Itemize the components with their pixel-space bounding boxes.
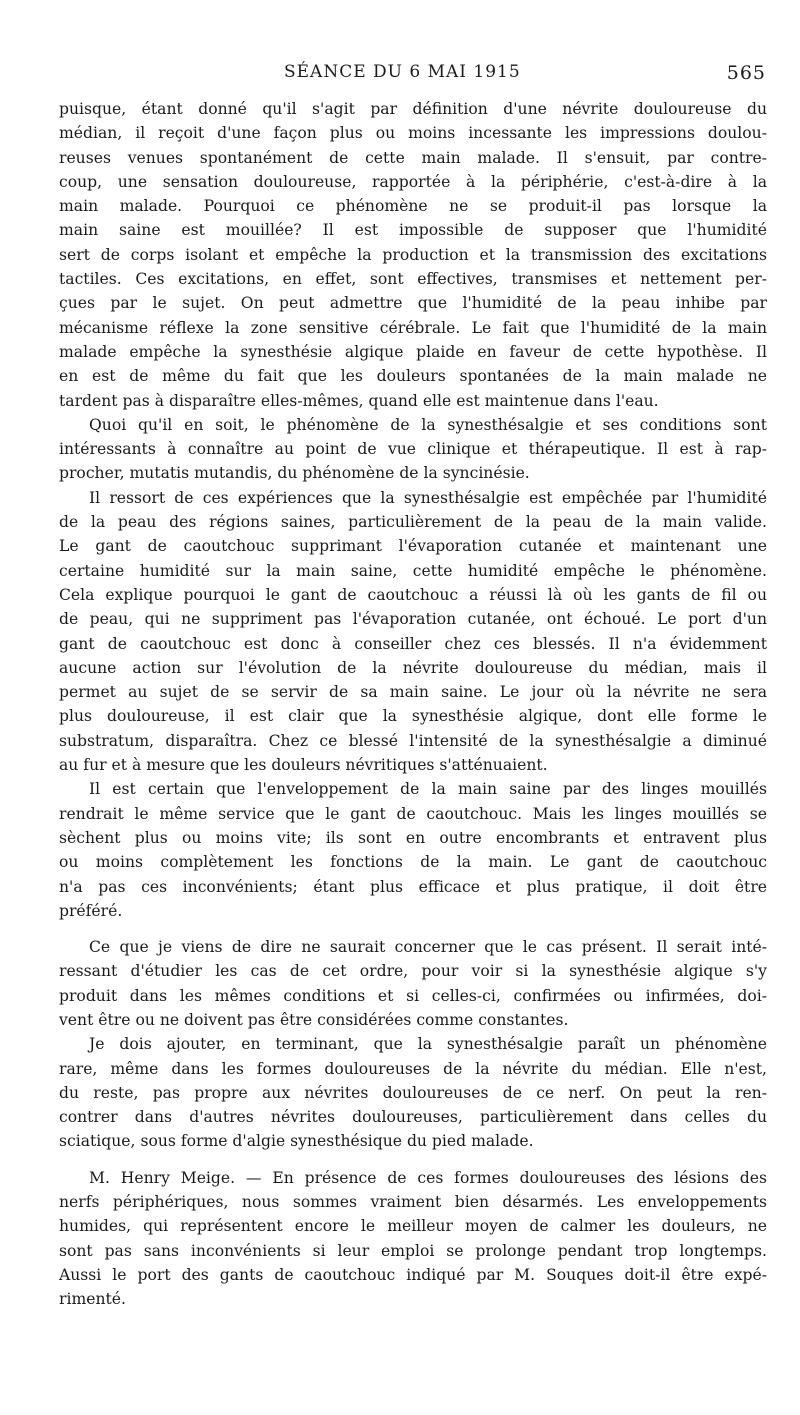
text-line: substratum, disparaîtra. Chez ce blessé l'intensité de la synesthésalgie a diminué — [59, 731, 767, 750]
text-line: Quoi qu'il en soit, le phénomène de la synesthésalgie et ses conditions sont — [89, 415, 767, 434]
text-line: du reste, pas propre aux névrites douloureuses de ce nerf. On peut la ren- — [59, 1083, 767, 1102]
text-line: çues par le sujet. On peut admettre que l'humidité de la peau inhibe par — [59, 294, 767, 313]
text-line: sciatique, sous forme d'algie synesthésique du pied malade. — [59, 1132, 534, 1151]
text-line: malade empêche la synesthésie algique plaide en faveur de cette hypothèse. Il — [59, 342, 767, 361]
text-line: produit dans les mêmes conditions et si celles-ci, confirmées ou infirmées, doi- — [59, 986, 767, 1005]
text-line: Je dois ajouter, en terminant, que la synesthésalgie paraît un phénomène — [89, 1035, 767, 1054]
text-line: Le gant de caoutchouc supprimant l'évaporation cutanée et maintenant une — [59, 537, 767, 556]
running-header — [0, 58, 800, 88]
text-line: humides, qui représentent encore le meilleur moyen de calmer les douleurs, ne — [59, 1217, 767, 1236]
text-line: de peau, qui ne suppriment pas l'évaporation cutanée, ont échoué. Le port d'un — [59, 610, 767, 629]
text-line: Ce que je viens de dire ne saurait concerner que le cas présent. Il serait inté- — [89, 938, 767, 957]
text-line: Cela explique pourquoi le gant de caoutchouc a réussi là où les gants de fil ou — [59, 585, 767, 604]
text-line: sert de corps isolant et empêche la production et la transmission des excitations — [59, 245, 767, 264]
text-line: rare, même dans les formes douloureuses de la névrite du médian. Elle n'est, — [59, 1059, 767, 1078]
text-line: sèchent plus ou moins vite; ils sont en outre encombrants et entravent plus — [59, 828, 767, 847]
text-line: sont pas sans inconvénients si leur emploi se prolonge pendant trop longtemps. — [59, 1241, 767, 1260]
text-line: n'a pas ces inconvénients; étant plus efficace et plus pratique, il doit être — [59, 877, 767, 896]
text-line: plus douloureuse, il est clair que la synesthésie algique, dont elle forme le — [59, 707, 767, 726]
text-line: mécanisme réflexe la zone sensitive cérébrale. Le fait que l'humidité de la main — [59, 318, 767, 337]
text-line: en est de même du fait que les douleurs spontanées de la main malade ne — [59, 367, 767, 386]
text-line: permet au sujet de se servir de sa main saine. Le jour où la névrite ne sera — [59, 683, 767, 702]
text-line: de la peau des régions saines, particulièrement de la peau de la main valide. — [59, 513, 767, 532]
text-line: Il est certain que l'enveloppement de la main saine par des linges mouillés — [89, 780, 767, 799]
page-number: 565 — [726, 62, 766, 84]
text-line: M. Henry Meige. — En présence de ces formes douloureuses des lésions des — [89, 1168, 767, 1187]
text-line: procher, mutatis mutandis, du phénomène de la syncinésie. — [59, 464, 530, 483]
body-text — [59, 97, 767, 1312]
text-line: rendrait le même service que le gant de caoutchouc. Mais les linges mouillés se — [59, 804, 767, 823]
text-line: rimenté. — [59, 1290, 126, 1309]
text-line: au fur et à mesure que les douleurs névritiques s'atténuaient. — [59, 756, 548, 775]
text-line: intéressants à connaître au point de vue clinique et thérapeutique. Il est à rap- — [59, 440, 767, 459]
text-line: ou moins complètement les fonctions de la main. Le gant de caoutchouc — [59, 853, 767, 872]
text-line: main saine est mouillée? Il est impossible de supposer que l'humidité — [59, 221, 767, 240]
text-line: main malade. Pourquoi ce phénomène ne se produit-il pas lorsque la — [59, 197, 767, 216]
running-title: SÉANCE DU 6 MAI 1915 — [284, 62, 521, 82]
text-line: certaine humidité sur la main saine, cette humidité empêche le phénomène. — [59, 561, 767, 580]
text-line: aucune action sur l'évolution de la névrite douloureuse du médian, mais il — [59, 658, 767, 677]
text-line: reuses venues spontanément de cette main malade. Il s'ensuit, par contre- — [59, 148, 767, 167]
text-line: tardent pas à disparaître elles-mêmes, quand elle est maintenue dans l'eau. — [59, 391, 659, 410]
text-line: ressant d'étudier les cas de cet ordre, pour voir si la synesthésie algique s'y — [59, 962, 767, 981]
text-line: gant de caoutchouc est donc à conseiller chez ces blessés. Il n'a évidemment — [59, 634, 767, 653]
text-line: contrer dans d'autres névrites douloureuses, particulièrement dans celles du — [59, 1108, 767, 1127]
text-line: médian, il reçoit d'une façon plus ou moins incessante les impressions doulou- — [59, 124, 767, 143]
text-line: Il ressort de ces expériences que la synesthésalgie est empêchée par l'humidité — [89, 488, 767, 507]
text-line: coup, une sensation douloureuse, rapportée à la périphérie, c'est-à-dire à la — [59, 172, 767, 191]
text-line: tactiles. Ces excitations, en effet, sont effectives, transmises et nettement per- — [59, 270, 767, 289]
text-line: Aussi le port des gants de caoutchouc indiqué par M. Souques doit-il être expé- — [59, 1265, 767, 1284]
text-line: puisque, étant donné qu'il s'agit par définition d'une névrite douloureuse du — [59, 100, 767, 118]
text-line: préféré. — [59, 901, 123, 920]
text-line: nerfs périphériques, nous sommes vraiment bien désarmés. Les enveloppements — [59, 1193, 767, 1212]
text-line: vent être ou ne doivent pas être considérées comme constantes. — [59, 1010, 569, 1029]
